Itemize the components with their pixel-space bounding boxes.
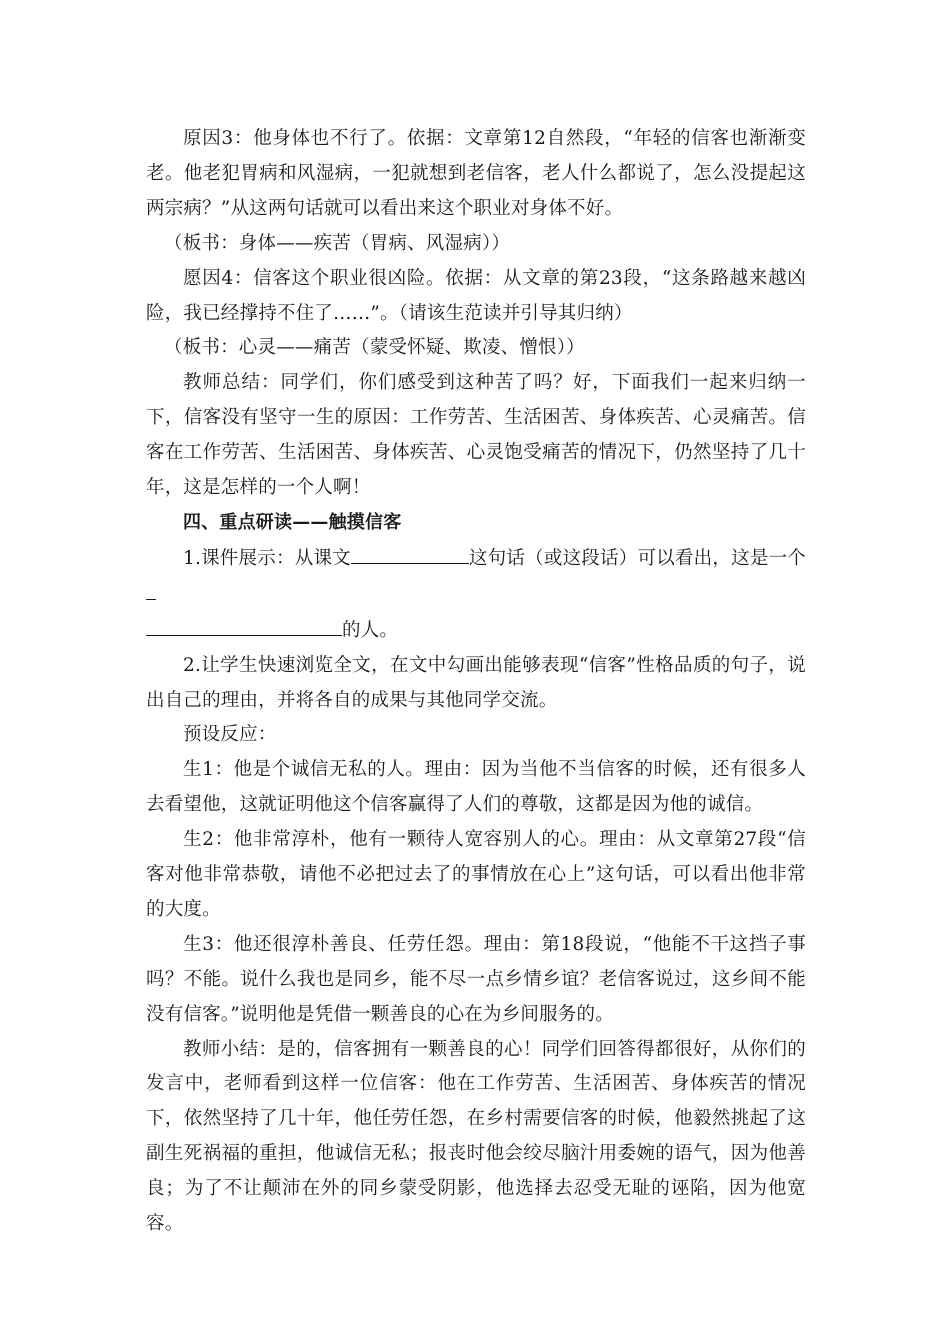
fill-blank-1 bbox=[351, 541, 469, 564]
question-1-part-b: 这句话（或这段话）可以看出，这是一个 bbox=[468, 547, 806, 569]
student-2-answer: 生2：他非常淳朴，他有一颗待人宽容别人的心。理由：从文章第27段“信客对他非常恭敬，请他不必把过去了的事情放在心上”这句话，可以看出他非常的大度。 bbox=[146, 829, 806, 920]
preset-response-label: 预设反应： bbox=[183, 724, 277, 746]
question-1 bbox=[146, 541, 806, 613]
paragraph-reason-3: 原因3：他身体也不行了。依据：文章第12自然段，“年轻的信客也渐渐变老。他老犯胃病和风湿病，一犯就想到老信客，老人什么都说了，怎么没提起这两宗病？”从这两句话就可以看出来这个职业对身体不好。 bbox=[146, 128, 806, 219]
teacher-conclusion: 教师小结：是的，信客拥有一颗善良的心！同学们回答得都很好，从你们的发言中，老师看到这样一位信客：他在工作劳苦、生活困苦、身体疾苦的情况下，依然坚持了几十年，他任劳任怨，在乡村需要信客的时候，他毅然挑起了这副生死祸福的重担，他诚信无私；报丧时他会绞尽脑汁用委婉的语气，因为他善良；为了不让颠沛在外的同乡蒙受阴影，他选择去忍受无耻的诬陷，因为他宽容。 bbox=[146, 1038, 806, 1235]
student-3-answer: 生3：他还很淳朴善良、任劳任怨。理由：第18段说，“他能不干这挡子事吗？不能。说什么我也是同乡，能不尽一点乡情乡谊？老信客说过，这乡间不能没有信客。”说明他是凭借一颗善良的心在为乡间服务的。 bbox=[146, 933, 806, 1025]
document-page bbox=[146, 122, 806, 1242]
question-1-part-a: 1.课件展示：从课文 bbox=[183, 547, 351, 569]
section-heading-4: 四、重点研读——触摸信客 bbox=[183, 511, 402, 533]
question-1-part-c: 的人。 bbox=[342, 619, 399, 641]
fill-blank-2b bbox=[146, 613, 342, 636]
board-note-heart: （板书：心灵——痛苦（蒙受怀疑、欺凌、憎恨）） bbox=[164, 337, 585, 359]
paragraph-reason-4: 愿因4：信客这个职业很凶险。依据：从文章的第23段，“这条路越来越凶险，我已经撑持不住了……”。（请该生范读并引导其归纳） bbox=[146, 267, 806, 324]
board-note-body: （板书：身体——疾苦（胃病、风湿病）） bbox=[164, 232, 511, 254]
paragraph-teacher-summary: 教师总结：同学们，你们感受到这种苦了吗？好，下面我们一起来归纳一下，信客没有坚守一生的原因：工作劳苦、生活困苦、身体疾苦、心灵痛苦。信客在工作劳苦、生活困苦、身体疾苦、心灵饱受痛苦的情况下，仍然坚持了几十年，这是怎样的一个人啊！ bbox=[146, 372, 806, 499]
question-1-line-2 bbox=[146, 613, 806, 649]
student-1-answer: 生1：他是个诚信无私的人。理由：因为当他不当信客的时候，还有很多人去看望他，这就证明他这个信客赢得了人们的尊敬，这都是因为他的诚信。 bbox=[146, 759, 806, 816]
fill-blank-2a bbox=[146, 577, 156, 600]
question-2: 2.让学生快速浏览全文，在文中勾画出能够表现“信客”性格品质的句子，说出自己的理由，并将各自的成果与其他同学交流。 bbox=[146, 654, 806, 711]
